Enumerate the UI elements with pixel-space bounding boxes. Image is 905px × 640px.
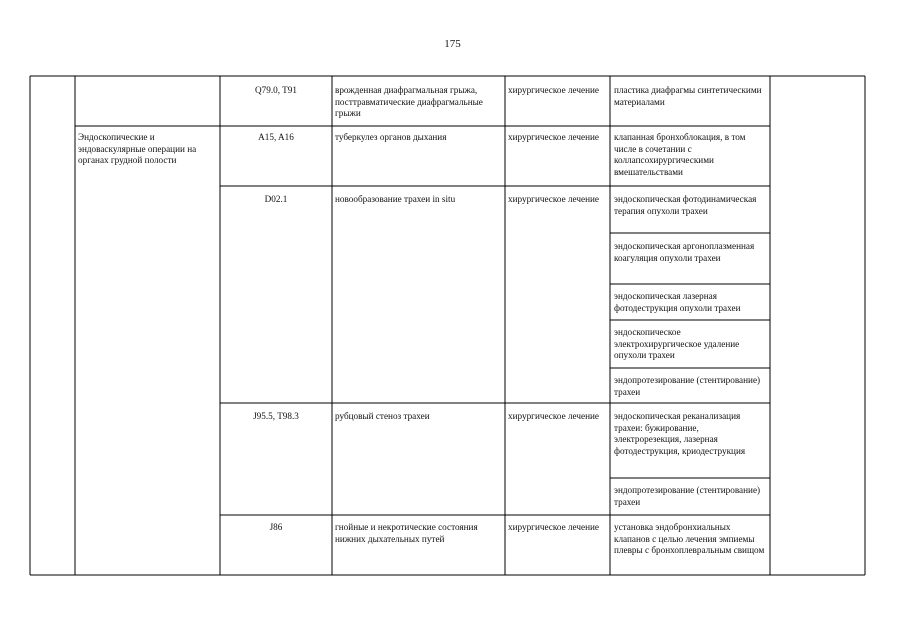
icd-code-cell: J86 xyxy=(269,522,283,532)
method-cell: эндоскопическая лазерная фотодеструкция опухоли трахеи xyxy=(614,291,741,313)
treatment-type-cell: хирургическое лечение xyxy=(508,522,599,532)
method-cell: пластика диафрагмы синтетическими материалами xyxy=(614,85,762,107)
method-cell: эндоскопическая реканализация трахеи: бужирование, электрорезекция, лазерная фотодеструкция, криодеструкция xyxy=(614,411,746,456)
treatment-type-cell: хирургическое лечение xyxy=(508,411,599,421)
treatment-type-cell: хирургическое лечение xyxy=(508,85,599,95)
method-cell: эндоскопическое электрохирургическое удаление опухоли трахеи xyxy=(614,327,740,361)
treatment-type-cell: хирургическое лечение xyxy=(508,132,599,142)
icd-code-cell: D02.1 xyxy=(264,194,288,204)
method-cell: эндопротезирование (стентирование) трахеи xyxy=(614,485,761,507)
method-cell: эндоскопическая аргоноплазменная коагуляция опухоли трахеи xyxy=(614,241,755,263)
method-cell: эндопротезирование (стентирование) трахеи xyxy=(614,375,761,397)
diagnosis-cell: гнойные и некротические состояния нижних дыхательных путей xyxy=(335,522,478,544)
diagnosis-cell: рубцовый стеноз трахеи xyxy=(335,411,430,421)
diagnosis-cell: туберкулез органов дыхания xyxy=(335,132,447,142)
icd-code-cell: A15, A16 xyxy=(258,132,294,142)
icd-code-cell: Q79.0, T91 xyxy=(255,85,297,95)
icd-code-cell: J95.5, T98.3 xyxy=(253,411,299,421)
diagnosis-cell: новообразование трахеи in situ xyxy=(335,194,456,204)
diagnosis-cell: врожденная диафрагмальная грыжа, посттравматические диафрагмальные грыжи xyxy=(335,85,483,119)
treatment-type-cell: хирургическое лечение xyxy=(508,194,599,204)
method-cell: клапанная бронхоблокация, в том числе в сочетании с коллапсохирургическими вмешательствами xyxy=(614,132,746,177)
method-cell: эндоскопическая фотодинамическая терапия опухоли трахеи xyxy=(614,194,757,216)
profile-cell: Эндоскопические и эндоваскулярные операции на органах грудной полости xyxy=(78,132,197,166)
page-number: 175 xyxy=(444,38,461,50)
method-cell: установка эндобронхиальных клапанов с целью лечения эмпиемы плевры с бронхоплевральным свищом xyxy=(614,522,765,556)
